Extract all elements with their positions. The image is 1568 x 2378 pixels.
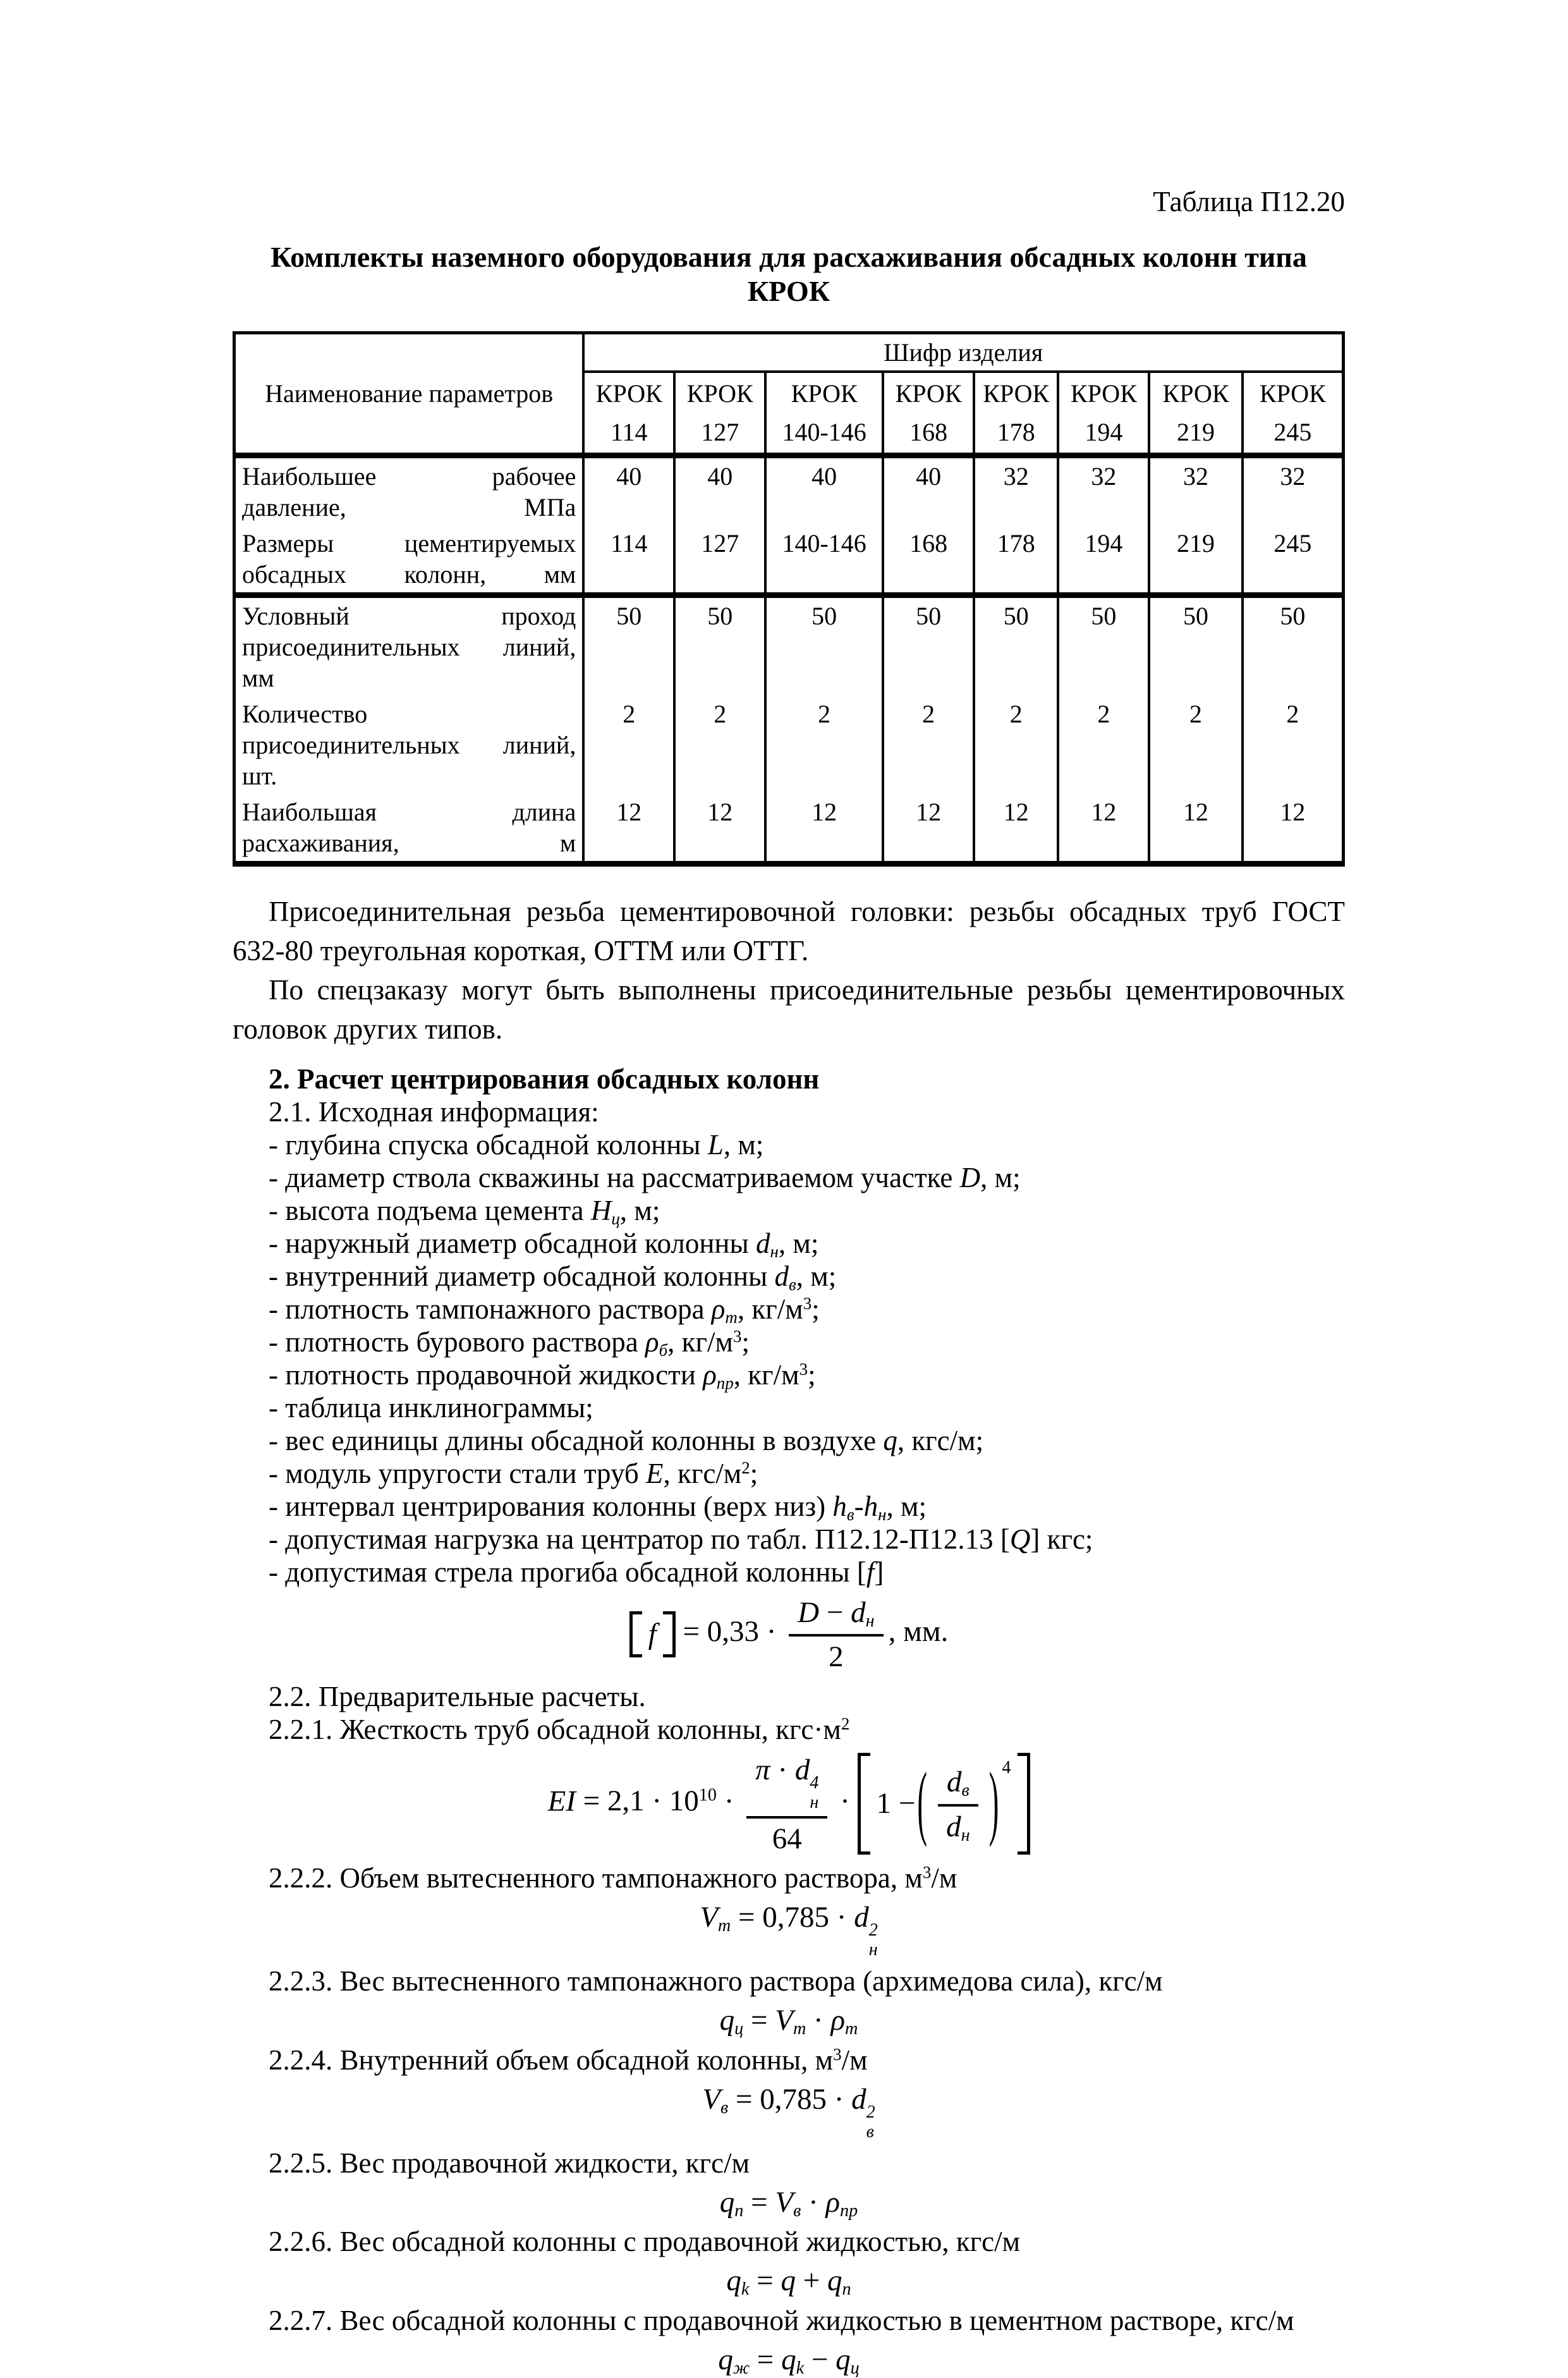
- value-cell: 2: [974, 696, 1058, 794]
- math-token: ·: [801, 2185, 826, 2219]
- math-token: 2.2. Предварительные расчеты.: [269, 1680, 646, 1712]
- math-token: - вес единицы длины обсадной колонны в воздухе: [269, 1425, 884, 1456]
- math-token: d 2 в: [851, 2082, 875, 2142]
- item-depth: [233, 1128, 1345, 1161]
- math-token: 1 −: [876, 1787, 916, 1820]
- math-token: π: [755, 1753, 770, 1786]
- math-token: q: [781, 2264, 796, 2298]
- superscript: 3: [803, 1294, 812, 1314]
- math-token: = 0,785 ·: [728, 2082, 852, 2116]
- value-cell: 32: [1058, 456, 1149, 526]
- section-2-2-1: [233, 1713, 1345, 1746]
- subscript: т: [845, 2019, 858, 2039]
- fraction-numerator: [746, 1751, 827, 1819]
- subscript: н: [868, 1940, 878, 1960]
- math-token: , м;: [723, 1129, 764, 1161]
- superscript: 2: [866, 2102, 875, 2122]
- value-cell: 2: [583, 696, 674, 794]
- subscript: т: [725, 1307, 738, 1327]
- item-outer-diameter: [233, 1227, 1345, 1260]
- param-label-cell: Условный проход присоединительных линий, мм: [234, 595, 584, 697]
- value-cell: 50: [1058, 595, 1149, 697]
- model-header-cell: [974, 372, 1058, 456]
- paragraph-thread-note: Присоединительная резьба цементировочной головки: резьбы обсадных труб ГОСТ 632-80 треугольная короткая, ОТТМ или ОТТГ.: [233, 896, 1345, 966]
- formula-inner-volume: [233, 2082, 1345, 2142]
- value-cell: 32: [1149, 456, 1242, 526]
- value-cell: 50: [1243, 595, 1344, 697]
- fraction: [789, 1594, 883, 1675]
- math-token: = $2,1 \cdot 10^{10}$: [575, 1784, 717, 1818]
- fraction-denominator: [772, 1819, 802, 1857]
- math-token: - глубина спуска обсадной колонны: [269, 1129, 708, 1161]
- model-name: КРОК: [895, 379, 962, 408]
- left-square-bracket: [858, 1753, 870, 1855]
- fraction-numerator: [938, 1763, 978, 1806]
- fence-exponent: 4: [1002, 1758, 1011, 1778]
- model-code: 178: [997, 418, 1035, 446]
- item-deflection: [233, 1556, 1345, 1588]
- subscript: ц: [850, 2358, 860, 2378]
- math-token: , кгс/м;: [897, 1425, 984, 1456]
- parameters-table: [233, 331, 1345, 867]
- item-centralizer-load: [233, 1523, 1345, 1556]
- param-header-cell: Наименование параметров: [234, 333, 584, 456]
- value-cell: 50: [883, 595, 974, 697]
- value-cell: 40: [883, 456, 974, 526]
- value-cell: 32: [974, 456, 1058, 526]
- math-token: , мм.: [888, 1615, 949, 1649]
- math-token: 2.2.6. Вес обсадной колонны с продавочной жидкостью, кгс/м: [269, 2226, 1021, 2258]
- math-token: ·: [770, 1753, 795, 1786]
- fenced-group: [858, 1753, 1030, 1855]
- math-token: ·: [716, 1784, 742, 1818]
- value-cell: 194: [1058, 525, 1149, 595]
- model-header-cell: [1149, 372, 1242, 456]
- value-cell: 2: [1243, 696, 1344, 794]
- value-cell: 12: [674, 794, 765, 864]
- model-code: 219: [1177, 418, 1215, 446]
- model-code: 114: [611, 418, 648, 446]
- subscript: ж: [732, 2358, 750, 2378]
- model-name: КРОК: [983, 379, 1050, 408]
- right-square-bracket: [663, 1611, 676, 1657]
- item-density-mud: [233, 1326, 1345, 1358]
- math-token: $\rho_{пр}$: [703, 1359, 734, 1393]
- table-row: [234, 595, 1344, 697]
- value-cell: 32: [1243, 456, 1344, 526]
- value-cell: 2: [765, 696, 883, 794]
- math-token: ]: [874, 1556, 884, 1588]
- section-2-calculations: [233, 1063, 1345, 2377]
- math-token: ;: [741, 1326, 750, 1358]
- math-token: ;: [750, 1458, 758, 1489]
- math-token: $V_т$: [700, 1901, 731, 1936]
- model-code: 168: [909, 418, 948, 446]
- math-token: - внутренний диаметр обсадной колонны: [269, 1260, 775, 1292]
- left-paren: (: [917, 1757, 927, 1849]
- math-token: - допустимая стрела прогиба обсадной колонны [: [269, 1556, 866, 1588]
- formula-column-weight-in-cement: [233, 2342, 1345, 2377]
- math-token: 2.2.3. Вес вытесненного тампонажного раствора (архимедова сила), кгс/м: [269, 1965, 1163, 1997]
- subscript: п: [734, 2200, 744, 2221]
- math-token: - наружный диаметр обсадной колонны: [269, 1228, 756, 1259]
- math-token: $V_в$: [775, 2185, 801, 2221]
- math-token: −: [804, 2343, 836, 2376]
- math-token: $V_т$: [775, 2004, 806, 2039]
- sup-sub-stack: [866, 2102, 875, 2142]
- math-token: , м;: [980, 1162, 1021, 1193]
- formula-deflection: [233, 1594, 1345, 1675]
- subscript: н: [810, 1792, 819, 1812]
- fraction-denominator: [829, 1637, 844, 1674]
- superscript: 3: [833, 2044, 842, 2064]
- math-token: E: [646, 1458, 664, 1489]
- sup-sub-stack: [810, 1773, 818, 1812]
- math-token: =: [743, 2185, 775, 2219]
- subscript: н: [878, 1504, 887, 1524]
- model-name: КРОК: [686, 379, 753, 408]
- value-cell: 12: [1149, 794, 1242, 864]
- math-token: D: [959, 1162, 981, 1193]
- math-token: L: [707, 1129, 724, 1161]
- math-token: - интервал центрирования колонны (верх низ): [269, 1491, 833, 1522]
- superscript: 2: [741, 1458, 750, 1478]
- math-token: = 0,33 ·: [675, 1615, 784, 1649]
- math-token: 2: [829, 1640, 844, 1674]
- subscript: б: [659, 1340, 668, 1360]
- math-token: ;: [811, 1293, 820, 1325]
- math-token: $q_ц$: [719, 2004, 744, 2039]
- model-name: КРОК: [791, 379, 858, 408]
- value-cell: 12: [1058, 794, 1149, 864]
- model-header-cell: [1243, 372, 1344, 456]
- math-token: 2. Расчет центрирования обсадных колонн: [269, 1063, 820, 1095]
- math-token: , м;: [619, 1195, 660, 1226]
- value-cell: 50: [765, 595, 883, 697]
- math-token: D: [798, 1596, 820, 1629]
- table-row: [234, 696, 1344, 794]
- superscript: 2: [868, 1920, 878, 1941]
- document-title: Комплекты наземного оборудования для расхаживания обсадных колонн типа КРОК: [270, 241, 1307, 307]
- formula-displaced-weight: [233, 2003, 1345, 2038]
- subscript: пр: [840, 2200, 858, 2221]
- fenced-group: [915, 1758, 1011, 1850]
- math-token: Q: [1009, 1523, 1031, 1555]
- math-token: 2.2.4. Внутренний объем обсадной колонны, $м^3$: [269, 2044, 842, 2076]
- math-token: $q_п$: [719, 2185, 744, 2221]
- math-token: , м;: [778, 1228, 819, 1259]
- formula-displacement-fluid-weight: [233, 2185, 1345, 2220]
- math-token: =: [750, 2343, 782, 2376]
- math-token: 2.1. Исходная информация:: [269, 1096, 599, 1128]
- subscript: в: [789, 1274, 796, 1294]
- math-token: $q_п$: [827, 2264, 851, 2300]
- value-cell: 50: [583, 595, 674, 697]
- value-cell: 2: [1058, 696, 1149, 794]
- model-name: КРОК: [1162, 379, 1229, 408]
- model-name: КРОК: [1070, 379, 1137, 408]
- math-token: - диаметр ствола скважины на рассматриваемом участке: [269, 1162, 960, 1193]
- table-body: [234, 456, 1344, 864]
- math-token: , $кг/м^3$: [667, 1326, 742, 1358]
- param-label-cell: Наибольшее рабочее давление, МПа: [234, 456, 584, 526]
- fence-content: [929, 1758, 987, 1850]
- superscript: 10: [698, 1785, 717, 1805]
- value-cell: 2: [883, 696, 974, 794]
- item-density-displacement: [233, 1358, 1345, 1391]
- subscript: т: [717, 1916, 731, 1936]
- subscript: н: [961, 1825, 970, 1845]
- math-token: 2.2.2. Объем вытесненного тампонажного раствора, $м^3$: [269, 1862, 932, 1894]
- math-token: /м: [841, 2044, 868, 2076]
- left-square-bracket: [629, 1611, 642, 1657]
- math-token: $d_н$: [946, 1810, 970, 1845]
- math-token: = 0,785 ·: [731, 1901, 854, 1934]
- model-name: КРОК: [595, 379, 662, 408]
- subscript: п: [842, 2279, 851, 2300]
- math-token: $h_н$: [863, 1491, 887, 1524]
- fraction: [938, 1763, 978, 1844]
- math-token: - допустимая нагрузка на центратор по табл. П12.12-П12.13 [: [269, 1523, 1010, 1555]
- fraction-numerator: [789, 1594, 883, 1637]
- superscript: 3: [799, 1360, 808, 1379]
- subscript: н: [770, 1241, 779, 1261]
- math-token: $d_в$: [774, 1260, 796, 1294]
- math-token: - модуль упругости стали труб: [269, 1458, 646, 1489]
- item-unit-weight: [233, 1424, 1345, 1457]
- item-well-diameter: [233, 1161, 1345, 1194]
- subscript: т: [793, 2019, 806, 2039]
- value-cell: 40: [674, 456, 765, 526]
- value-cell: 12: [765, 794, 883, 864]
- subscript: ц: [734, 2019, 744, 2039]
- subscript: k: [796, 2358, 805, 2378]
- math-token: - плотность тампонажного раствора: [269, 1293, 712, 1325]
- math-token: /м: [931, 1862, 957, 1894]
- item-density-cement: [233, 1293, 1345, 1326]
- subscript: в: [720, 2097, 729, 2118]
- value-cell: 40: [765, 456, 883, 526]
- subscript: в: [961, 1781, 969, 1801]
- table-caption: Таблица П12.20: [1153, 186, 1345, 217]
- math-token: ·: [806, 2004, 831, 2037]
- math-token: - плотность продавочной жидкости: [269, 1359, 703, 1391]
- subscript: ц: [611, 1209, 620, 1228]
- subscript: k: [741, 2279, 750, 2300]
- superscript: 4: [810, 1772, 819, 1793]
- subscript: в: [846, 1504, 854, 1524]
- paragraph-custom-order-note: По спецзаказу могут быть выполнены присоединительные резьбы цементировочных головок других типов.: [233, 974, 1345, 1045]
- subscript: в: [866, 2121, 874, 2142]
- value-cell: 168: [883, 525, 974, 595]
- item-centering-interval: [233, 1490, 1345, 1523]
- math-token: $q_ц$: [836, 2343, 860, 2378]
- model-name: КРОК: [1259, 379, 1326, 408]
- math-token: -: [854, 1491, 864, 1522]
- model-header-cell: [765, 372, 883, 456]
- value-cell: 50: [974, 595, 1058, 697]
- math-token: EI: [547, 1784, 576, 1818]
- right-paren: ): [988, 1757, 999, 1849]
- value-cell: 12: [583, 794, 674, 864]
- section-2-2-5: [233, 2147, 1345, 2180]
- model-code: 140-146: [782, 418, 866, 446]
- math-token: ] кгс;: [1030, 1523, 1093, 1555]
- math-token: $q_k$: [781, 2343, 805, 2378]
- math-token: - таблица инклинограммы;: [269, 1392, 593, 1424]
- value-cell: 50: [674, 595, 765, 697]
- math-token: d 4 н: [794, 1753, 819, 1812]
- value-cell: 40: [583, 456, 674, 526]
- math-token: $d_н$: [756, 1228, 779, 1261]
- math-token: $q_ж$: [718, 2343, 750, 2378]
- value-cell: 2: [674, 696, 765, 794]
- subscript: н: [865, 1611, 875, 1631]
- math-token: +: [795, 2264, 827, 2298]
- value-cell: 178: [974, 525, 1058, 595]
- formula-displaced-volume: [233, 1899, 1345, 1960]
- math-token: - высота подъема цемента: [269, 1195, 591, 1226]
- superscript: 3: [732, 1327, 742, 1346]
- model-header-cell: [883, 372, 974, 456]
- table-row: [234, 794, 1344, 864]
- math-token: , $кг/м^3$: [737, 1293, 812, 1325]
- value-cell: 114: [583, 525, 674, 595]
- math-token: f: [866, 1556, 875, 1588]
- item-inner-diameter: [233, 1260, 1345, 1293]
- param-label-cell: Наибольшая длина расхаживания, м: [234, 794, 584, 864]
- superscript: 3: [922, 1863, 932, 1882]
- math-token: $q_k$: [726, 2264, 750, 2300]
- math-token: $\rho_т$: [830, 2004, 858, 2039]
- math-token: 2.2.5. Вес продавочной жидкости, кгс/м: [269, 2147, 750, 2179]
- formula-column-weight: [233, 2263, 1345, 2298]
- model-header-cell: [674, 372, 765, 456]
- sup-sub-stack: [869, 1920, 878, 1960]
- value-cell: 219: [1149, 525, 1242, 595]
- table-row: [234, 456, 1344, 526]
- fence-content: [645, 1611, 660, 1657]
- math-token: d 2 н: [854, 1901, 878, 1960]
- value-cell: 12: [974, 794, 1058, 864]
- math-token: f: [648, 1618, 657, 1651]
- item-elastic-modulus: [233, 1457, 1345, 1490]
- math-token: $\rho_т$: [711, 1293, 738, 1327]
- math-token: $d_в$: [947, 1765, 969, 1801]
- subscript: пр: [716, 1373, 734, 1393]
- fraction: [746, 1751, 827, 1857]
- fence-content: [873, 1753, 1015, 1855]
- math-token: $V_в$: [702, 2082, 729, 2118]
- section-2-2-6: [233, 2225, 1345, 2258]
- math-token: - плотность бурового раствора: [269, 1326, 645, 1358]
- group-header-cell: Шифр изделия: [583, 333, 1343, 372]
- value-cell: 245: [1243, 525, 1344, 595]
- section-2-2-2: [233, 1862, 1345, 1894]
- math-token: , $кг/м^3$: [733, 1359, 808, 1391]
- math-token: ·: [832, 1784, 858, 1818]
- math-token: $h_в$: [832, 1491, 854, 1524]
- math-token: , кгс/$м^2$: [663, 1458, 750, 1489]
- param-label-cell: Размеры цементируемых обсадных колонн, мм: [234, 525, 584, 595]
- fraction-denominator: [946, 1807, 969, 1844]
- formula-stiffness: [233, 1751, 1345, 1857]
- math-token: $d_н$: [851, 1596, 875, 1631]
- model-header-cell: [1058, 372, 1149, 456]
- math-token: 2.2.1. Жесткость труб обсадной колонны, $кгс\cdot м^2$: [269, 1713, 850, 1745]
- table-row: [234, 525, 1344, 595]
- value-cell: 2: [1149, 696, 1242, 794]
- math-token: q: [883, 1425, 897, 1456]
- math-token: $\rho_б$: [645, 1326, 668, 1360]
- section-2-1: [233, 1095, 1345, 1128]
- math-token: , м;: [796, 1260, 837, 1292]
- right-square-bracket: [1018, 1753, 1030, 1855]
- table-header: [234, 333, 1344, 456]
- math-token: $\rho_{пр}$: [825, 2185, 858, 2221]
- model-code: 127: [701, 418, 739, 446]
- value-cell: 50: [1149, 595, 1242, 697]
- model-header-cell: [583, 372, 674, 456]
- subscript: в: [793, 2200, 801, 2221]
- section-2-2-3: [233, 1965, 1345, 1997]
- section-2-2: [233, 1680, 1345, 1713]
- math-token: ;: [808, 1359, 816, 1391]
- section-2-heading: [233, 1063, 1345, 1095]
- superscript: 2: [841, 1714, 850, 1733]
- param-label-cell: Количество присоединительных линий, шт.: [234, 696, 584, 794]
- item-cement-height: [233, 1194, 1345, 1227]
- math-token: , м;: [886, 1491, 927, 1522]
- model-code: 194: [1085, 418, 1123, 446]
- fenced-group: [629, 1611, 676, 1657]
- value-cell: 12: [883, 794, 974, 864]
- value-cell: 12: [1243, 794, 1344, 864]
- value-cell: 140-146: [765, 525, 883, 595]
- math-token: $Н_ц$: [590, 1195, 620, 1228]
- math-token: =: [749, 2264, 781, 2298]
- model-code: 245: [1273, 418, 1312, 446]
- math-token: 64: [772, 1822, 802, 1855]
- item-inclinogram: [233, 1391, 1345, 1424]
- value-cell: 127: [674, 525, 765, 595]
- section-2-2-7: [233, 2304, 1345, 2337]
- math-token: −: [819, 1596, 851, 1629]
- math-token: 2.2.7. Вес обсадной колонны с продавочной жидкостью в цементном растворе, кгс/м: [269, 2304, 1294, 2336]
- section-2-2-4: [233, 2044, 1345, 2076]
- header-row-group: [234, 333, 1344, 372]
- math-token: =: [743, 2004, 775, 2037]
